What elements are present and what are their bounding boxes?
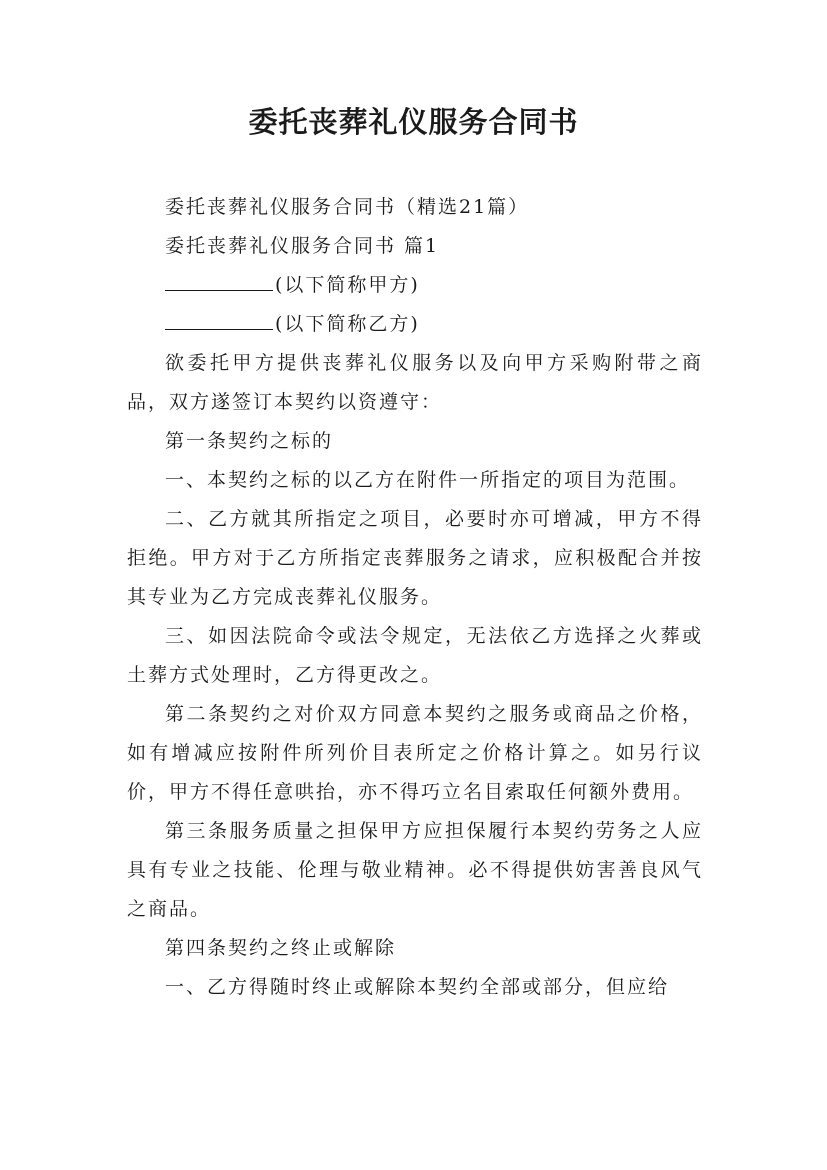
article-3: 第三条服务质量之担保甲方应担保履行本契约劳务之人应具有专业之技能、伦理与敬业精神。必不得提供妨害善良风气之商品。 — [127, 820, 703, 920]
article-2: 第二条契约之对价双方同意本契约之服务或商品之价格，如有增减应按附件所列价目表所定之价格计算之。如另行议价，甲方不得任意哄抬，亦不得巧立名目索取任何额外费用。 — [127, 703, 703, 803]
paragraph-subtitle: 委托丧葬礼仪服务合同书（精选21篇） — [165, 196, 530, 218]
party-a-line — [127, 266, 703, 305]
party-b-line — [127, 305, 703, 344]
party-b-blank — [165, 310, 273, 330]
article-1-clause-3: 三、如因法院命令或法令规定，无法依乙方选择之火葬或土葬方式处理时，乙方得更改之。 — [127, 625, 703, 686]
party-a-label: (以下简称甲方) — [275, 274, 420, 296]
party-a-blank — [165, 271, 273, 291]
party-b-label: (以下简称乙方) — [275, 313, 420, 335]
document-title: 委托丧葬礼仪服务合同书 — [248, 105, 579, 139]
article-4-clause-1: 一、乙方得随时终止或解除本契约全部或部分，但应给 — [165, 976, 670, 998]
article-1-clause-2: 二、乙方就其所指定之项目，必要时亦可增减，甲方不得拒绝。甲方对于乙方所指定丧葬服务之请求，应积极配合并按其专业为乙方完成丧葬礼仪服务。 — [127, 508, 703, 608]
paragraph-preamble: 欲委托甲方提供丧葬礼仪服务以及向甲方采购附带之商品，双方遂签订本契约以资遵守： — [127, 352, 703, 413]
document-body — [127, 188, 703, 1007]
article-4-heading: 第四条契约之终止或解除 — [165, 937, 397, 959]
article-1-heading: 第一条契约之标的 — [165, 430, 334, 452]
paragraph-section-heading: 委托丧葬礼仪服务合同书 篇1 — [165, 235, 440, 257]
article-1-clause-1: 一、本契约之标的以乙方在附件一所指定的项目为范围。 — [165, 469, 691, 491]
